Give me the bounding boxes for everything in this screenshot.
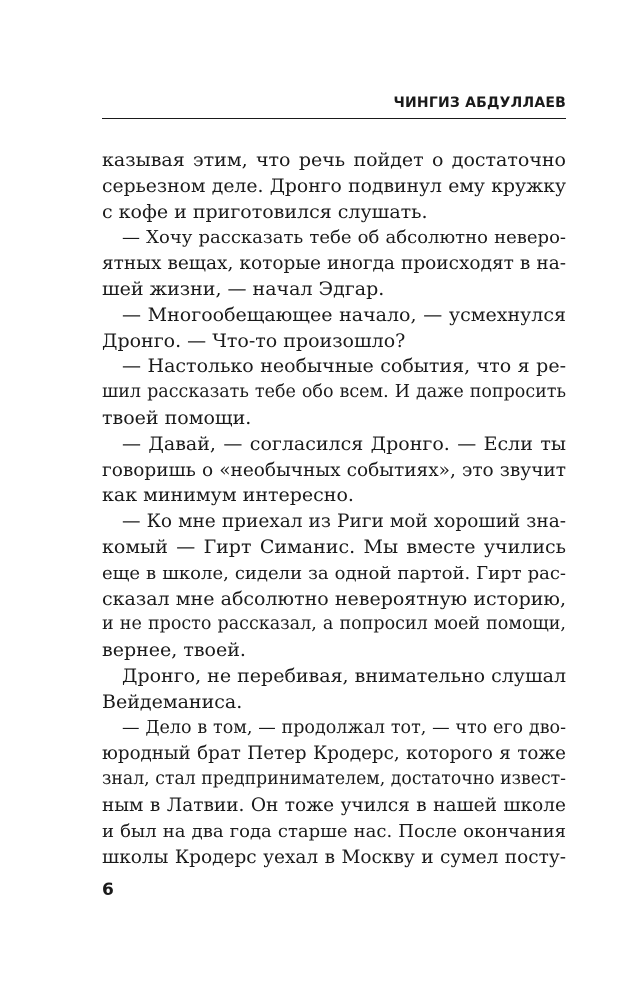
text-line: — Настолько необычные события, что я ре- [122, 355, 566, 378]
text-line: шей жизни, — начал Эдгар. [102, 277, 385, 300]
text-line: знал, стал предпринимателем, достаточно извест- [102, 769, 566, 790]
text-line: — Хочу рассказать тебе об абсолютно неверо- [122, 227, 566, 249]
body-text [102, 148, 566, 870]
text-line: — Ко мне приехал из Риги мой хороший зна- [122, 511, 566, 533]
text-line: серьезном деле. Дронго подвинул ему кружку [102, 175, 566, 197]
header-rule [102, 118, 566, 119]
text-line: шил рассказать тебе обо всем. И даже попросить [102, 382, 566, 403]
text-line: Дронго, не перебивая, внимательно слушал [122, 664, 567, 687]
text-line: — Давай, — согласился Дронго. — Если ты [122, 432, 566, 455]
text-line: и был на два года старше нас. После окончания [102, 820, 566, 842]
text-line: и не просто рассказал, а попросил моей помощи, [102, 614, 566, 635]
text-line: — Дело в том, — продолжал тот, — что его дво- [122, 717, 566, 738]
text-line: Вейдеманиса. [102, 690, 243, 713]
text-line: с кофе и приготовился слушать. [102, 200, 428, 223]
text-line: Дронго. — Что-то произошло? [102, 329, 406, 352]
text-line: как минимум интересно. [102, 484, 354, 507]
text-line: говоришь о «необычных событиях», это звучит [102, 459, 566, 481]
text-line: комый — Гирт Симанис. Мы вместе учились [102, 535, 566, 558]
page-number: 6 [102, 880, 114, 900]
text-line: юродный брат Петер Кродерс, которого я тоже [102, 743, 566, 765]
text-line: ятных вещах, которые иногда происходят в на- [102, 253, 566, 275]
text-line: еще в школе, сидели за одной партой. Гирт рас- [102, 562, 566, 584]
text-line: сказал мне абсолютно невероятную историю, [102, 587, 566, 610]
text-line: — Многообещающее начало, — усмехнулся [122, 303, 566, 326]
running-head-title: ЧИНГИЗ АБДУЛЛАЕВ [393, 95, 566, 111]
text-line: твоей помощи. [102, 406, 252, 429]
text-line: ным в Латвии. Он тоже учился в нашей школе [102, 794, 566, 816]
text-line: казывая этим, что речь пойдет о достаточно [102, 149, 566, 171]
text-line: школы Кродерс уехал в Москву и сумел посту- [102, 846, 566, 868]
text-line: вернее, твоей. [102, 639, 246, 662]
